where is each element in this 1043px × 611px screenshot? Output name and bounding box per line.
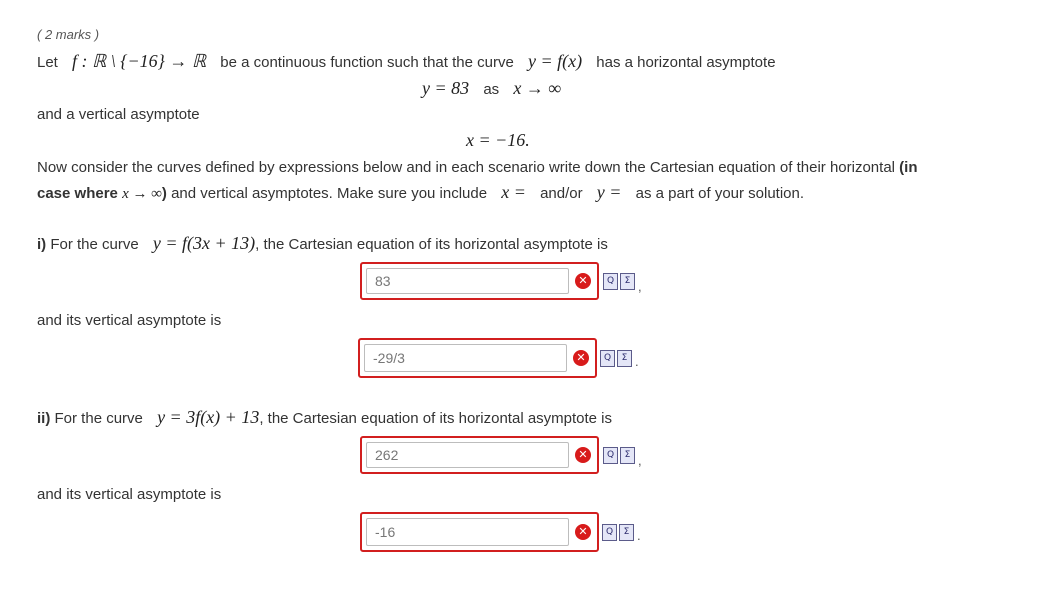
part1-vertical-answer-input[interactable] <box>364 344 567 372</box>
part1-label: i) <box>37 236 47 253</box>
instructions-line-1 <box>37 159 918 176</box>
h-asym-rhs: x → ∞ <box>513 78 562 98</box>
curve-math: y = f(x) <box>527 51 583 71</box>
part2-vertical-answer-input[interactable] <box>366 518 569 546</box>
equation-editor-icon[interactable]: Σ <box>620 447 635 464</box>
preview-icon[interactable]: Q <box>603 447 618 464</box>
part2-vertical-text: and its vertical asymptote is <box>37 486 222 503</box>
incorrect-x-icon: ✕ <box>575 524 591 540</box>
instructions-andor: and/or <box>540 185 583 202</box>
h-asym-as: as <box>483 81 500 98</box>
intro-let: Let <box>37 54 58 71</box>
instructions-x-eq: x = <box>501 182 526 202</box>
part2-vertical-answer-box <box>360 512 599 552</box>
part1-curve-math: y = f(3x + 13) <box>152 233 256 253</box>
part1-vertical-answer-box <box>358 338 597 378</box>
part2-horizontal-answer-input[interactable] <box>366 442 569 468</box>
part1-prefix: For the curve <box>50 236 139 253</box>
instructions-text: Now consider the curves defined by expressions below and in each scenario write down the Cartesian equation of their horizontal <box>37 159 895 176</box>
horizontal-asymptote-equation <box>422 78 561 99</box>
part1-h-punct: , <box>638 279 642 294</box>
part2-v-punct: . <box>637 528 641 543</box>
instructions-bold-in: (in <box>899 159 918 176</box>
part2-curve-math: y = 3f(x) + 13 <box>157 407 260 427</box>
intro-text: be a continuous function such that the curve <box>220 54 514 71</box>
marks-label: ( 2 marks ) <box>37 27 100 42</box>
instructions-bold-close: ) <box>161 185 167 202</box>
and-vertical-text: and a vertical asymptote <box>37 106 200 123</box>
preview-icon[interactable]: Q <box>603 273 618 290</box>
incorrect-x-icon: ✕ <box>575 273 591 289</box>
part1-horizontal-answer-input[interactable] <box>366 268 569 294</box>
part1-vertical-text: and its vertical asymptote is <box>37 312 222 329</box>
part2-label: ii) <box>37 410 51 427</box>
part1-horizontal-answer-box <box>360 262 599 300</box>
incorrect-x-icon: ✕ <box>575 447 591 463</box>
vertical-asymptote-equation: x = −16. <box>466 130 530 150</box>
equation-editor-icon[interactable]: Σ <box>617 350 632 367</box>
preview-icon[interactable]: Q <box>602 524 617 541</box>
part2-suffix: , the Cartesian equation of its horizontal asymptote is <box>259 410 613 427</box>
instructions-math-x-inf: x → ∞ <box>122 186 162 202</box>
preview-icon[interactable]: Q <box>600 350 615 367</box>
part1-v-punct: . <box>635 354 639 369</box>
intro-text-2: has a horizontal asymptote <box>596 54 776 71</box>
part2-question <box>37 407 612 428</box>
part1-question <box>37 233 608 254</box>
part2-horizontal-answer-box <box>360 436 599 474</box>
part2-h-punct: , <box>638 453 642 468</box>
part2-prefix: For the curve <box>54 410 143 427</box>
function-domain-math: f : ℝ \ {−16} → ℝ <box>72 51 207 71</box>
instructions-text-2: and vertical asymptotes. Make sure you include <box>171 185 488 202</box>
instructions-text-3: as a part of your solution. <box>635 185 805 202</box>
part1-suffix: , the Cartesian equation of its horizontal asymptote is <box>255 236 608 253</box>
instructions-line-2 <box>37 182 804 203</box>
equation-editor-icon[interactable]: Σ <box>619 524 634 541</box>
instructions-y-eq: y = <box>596 182 622 202</box>
incorrect-x-icon: ✕ <box>573 350 589 366</box>
equation-editor-icon[interactable]: Σ <box>620 273 635 290</box>
instructions-bold-case: case where <box>37 185 118 202</box>
h-asym-lhs: y = 83 <box>422 78 470 98</box>
intro-line <box>37 51 776 72</box>
